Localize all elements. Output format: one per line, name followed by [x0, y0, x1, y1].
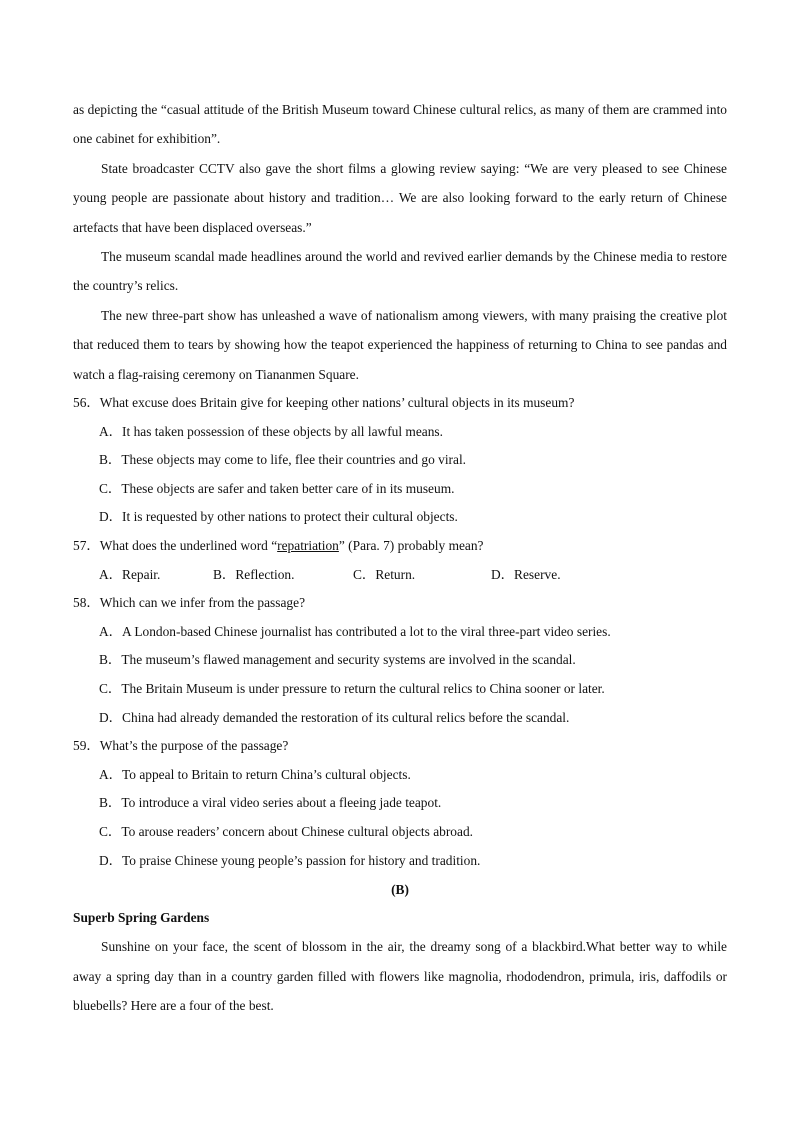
- option-b: B．To introduce a viral video series about a fleeing jade teapot.: [99, 795, 442, 811]
- question-56: [73, 389, 727, 532]
- question-57: [73, 532, 727, 589]
- section-intro: Sunshine on your face, the scent of blossom in the air, the dreamy song of a blackbird.What better way to while away a spring day than in a country garden filled with flowers like magnolia, rhododendron, primula, iris, daffodils or bluebells? Here are a four of the best.: [73, 939, 727, 1013]
- question-stem: [73, 532, 727, 561]
- option-c: C．To arouse readers’ concern about Chinese cultural objects abroad.: [99, 823, 473, 839]
- option-c: C．Return.: [353, 566, 416, 582]
- options-row: [73, 561, 727, 590]
- paragraph-continued: as depicting the “casual attitude of the British Museum toward Chinese cultural relics, as many of them are crammed into one cabinet for exhibition”.: [73, 102, 727, 147]
- option-a: A．Repair.: [99, 566, 161, 582]
- paragraph-three-part-show: The new three-part show has unleashed a wave of nationalism among viewers, with many praising the creative plot that reduced them to tears by showing how the teapot experienced the happiness of returning to China to see pandas and watch a flag-raising ceremony on Tiananmen Square.: [73, 307, 727, 382]
- question-stem: 56．What excuse does Britain give for keeping other nations’ cultural objects in its museum?: [73, 395, 575, 411]
- option-b: B．The museum’s flawed management and security systems are involved in the scandal.: [99, 652, 576, 668]
- question-59: [73, 732, 727, 875]
- question-58: [73, 589, 727, 732]
- underlined-word: repatriation: [277, 538, 339, 554]
- option-d: D．To praise Chinese young people’s passion for history and tradition.: [99, 852, 481, 868]
- document-page: [73, 95, 727, 1020]
- stem-after: ” (Para. 7) probably mean?: [338, 538, 484, 554]
- paragraph-cctv-review: State broadcaster CCTV also gave the short films a glowing review saying: “We are very pleased to see Chinese young people are passionate about history and tradition… We are also looking forward to the early return of Chinese artefacts that have been displaced overseas.”: [73, 160, 727, 235]
- option-d: D．It is requested by other nations to protect their cultural objects.: [99, 509, 458, 525]
- question-stem: 58．Which can we infer from the passage?: [73, 595, 306, 611]
- option-c: C．These objects are safer and taken better care of in its museum.: [99, 480, 455, 496]
- option-c: C．The Britain Museum is under pressure to return the cultural relics to China sooner or later.: [99, 681, 605, 696]
- option-a: A．A London-based Chinese journalist has contributed a lot to the viral three-part video series.: [99, 623, 611, 639]
- option-a: A．To appeal to Britain to return China’s cultural objects.: [99, 766, 411, 782]
- option-b: B．These objects may come to life, flee their countries and go viral.: [99, 452, 467, 468]
- question-stem: 59．What’s the purpose of the passage?: [73, 738, 289, 754]
- option-d: D．Reserve.: [491, 566, 561, 582]
- option-d: D．China had already demanded the restoration of its cultural relics before the scandal.: [99, 709, 570, 725]
- option-b: B．Reflection.: [213, 566, 295, 582]
- option-a: A．It has taken possession of these objects by all lawful means.: [99, 423, 443, 439]
- section-title: Superb Spring Gardens: [73, 910, 210, 926]
- stem-before: 57．What does the underlined word “: [73, 538, 278, 554]
- paragraph-museum-scandal: The museum scandal made headlines around the world and revived earlier demands by the Chinese media to restore the country’s relics.: [73, 249, 727, 294]
- section-label: (B): [391, 882, 409, 898]
